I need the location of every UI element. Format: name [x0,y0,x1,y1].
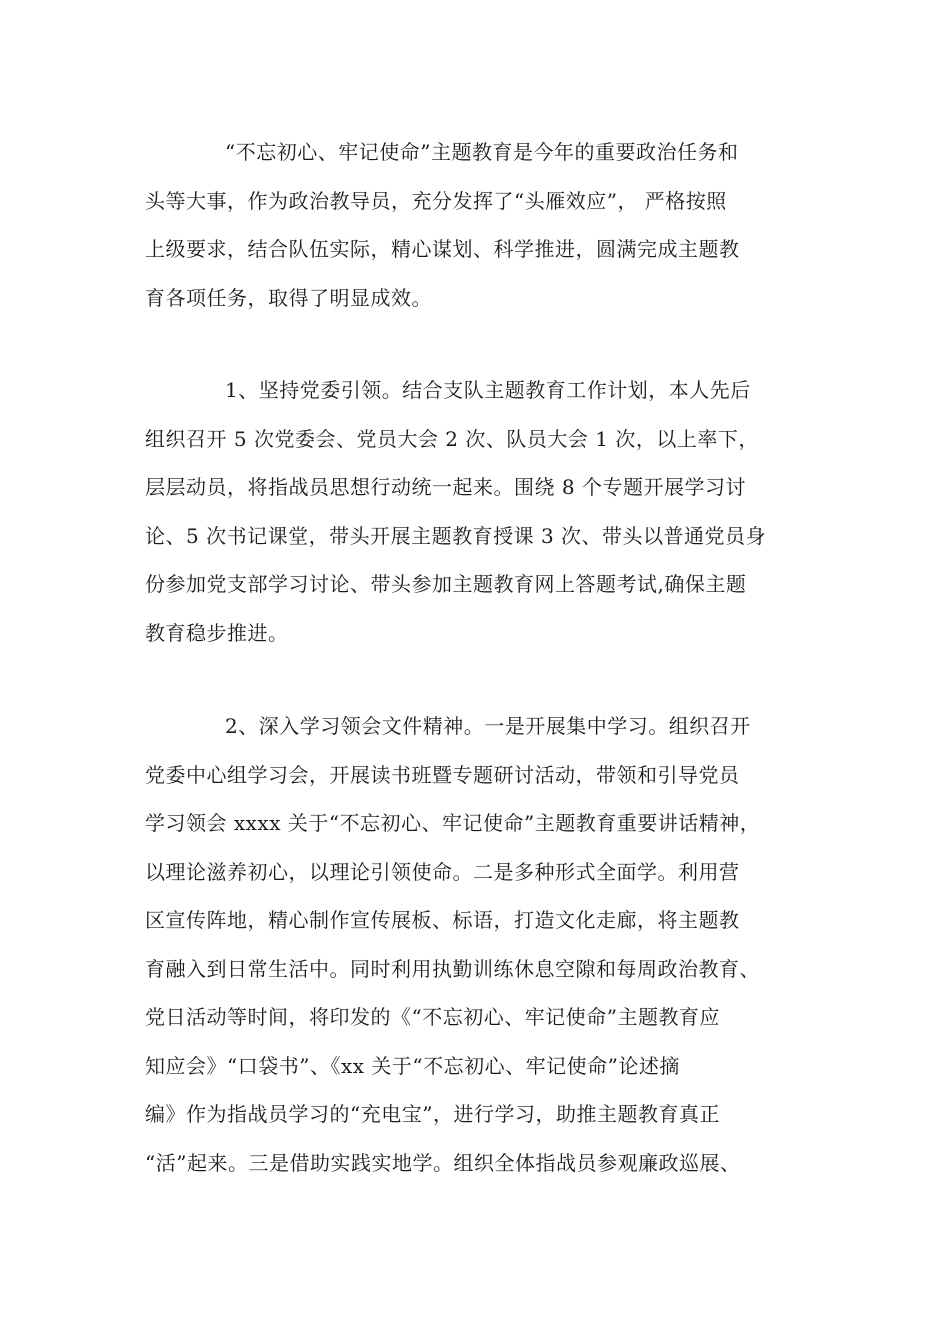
text-line: “活”起来。三是借助实践实地学。组织全体指战员参观廉政巡展、 [145,1150,741,1175]
text-line: 党委中心组学习会，开展读书班暨专题研讨活动，带领和引导党员 [145,762,740,787]
paragraph-intro [145,128,825,322]
text-line: 论、5 次书记课堂，带头开展主题教育授课 3 次、带头以普通党员身 [145,523,767,548]
text-line: 份参加党支部学习讨论、带头参加主题教育网上答题考试,确保主题 [145,572,747,596]
text-line: 育各项任务，取得了明显成效。 [145,285,432,310]
text-line: 学习领会 xxxx 关于“不忘初心、牢记使命”主题教育重要讲话精神， [145,811,761,835]
text-line: 层层动员，将指战员思想行动统一起来。围绕 8 个专题开展学习讨 [145,475,746,499]
paragraph-study-documents [145,702,825,1187]
text-line: 组织召开 5 次党委会、党员大会 2 次、队员大会 1 次，以上率下， [145,426,759,451]
text-line: 编》作为指战员学习的“充电宝”，进行学习，助推主题教育真正 [145,1102,720,1126]
text-line: 知应会》“口袋书”、《xx 关于“不忘初心、牢记使命”论述摘 [145,1053,680,1078]
paragraph-party-committee [145,366,825,657]
text-line: 党日活动等时间，将印发的《“不忘初心、牢记使命”主题教育应 [145,1005,720,1029]
text-line: 2、深入学习领会文件精神。一是开展集中学习。组织召开 [225,714,751,738]
text-line: “不忘初心、牢记使命”主题教育是今年的重要政治任务和 [225,140,739,164]
text-line: 头等大事，作为政治教导员，充分发挥了“头雁效应”， 严格按照 [145,188,727,213]
text-line: 以理论滋养初心，以理论引领使命。二是多种形式全面学。利用营 [145,859,740,884]
text-line: 育融入到日常生活中。同时利用执勤训练休息空隙和每周政治教育、 [145,956,760,981]
text-line: 1、坚持党委引领。结合支队主题教育工作计划，本人先后 [225,378,751,402]
text-line: 上级要求，结合队伍实际，精心谋划、科学推进，圆满完成主题教 [145,237,740,261]
text-line: 教育稳步推进。 [145,620,289,645]
text-line: 区宣传阵地，精心制作宣传展板、标语，打造文化走廊，将主题教 [145,908,740,932]
